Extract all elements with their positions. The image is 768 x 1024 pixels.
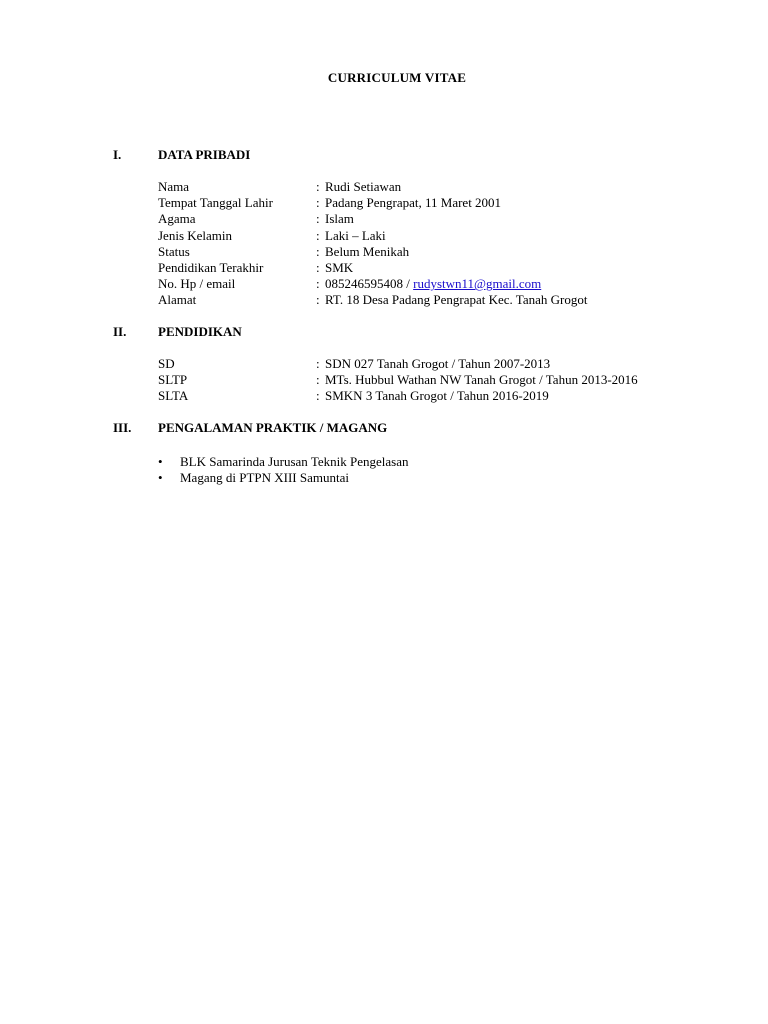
list-item-text: Magang di PTPN XIII Samuntai (180, 470, 349, 486)
section-heading-personal (113, 147, 250, 163)
row-separator: : (316, 179, 320, 194)
section-title: DATA PRIBADI (158, 147, 251, 162)
section-heading-experience (113, 420, 387, 436)
section-title: PENGALAMAN PRAKTIK / MAGANG (158, 420, 388, 435)
data-row-status (158, 244, 587, 260)
education-list (158, 356, 638, 405)
phone-text: 085246595408 / (325, 276, 414, 292)
list-item (158, 470, 408, 486)
section-heading-education (113, 324, 242, 340)
row-label: Nama (158, 179, 190, 194)
data-row-sd (158, 356, 638, 372)
row-separator: : (316, 227, 320, 243)
personal-data-list (158, 179, 587, 309)
row-value: Laki – Laki (325, 227, 386, 243)
data-row-contact (158, 276, 587, 292)
experience-list (158, 454, 408, 487)
section-number: I. (113, 147, 122, 162)
row-label: SLTP (158, 372, 188, 388)
list-item-text: BLK Samarinda Jurusan Teknik Pengelasan (180, 454, 409, 469)
bullet-icon: • (158, 470, 163, 486)
row-value: SMK (325, 260, 354, 276)
row-label: SD (158, 356, 175, 371)
row-value: Rudi Setiawan (325, 179, 402, 194)
section-number: II. (113, 324, 127, 339)
row-label: Pendidikan Terakhir (158, 260, 264, 276)
row-value: MTs. Hubbul Wathan NW Tanah Grogot / Tahun 2013-2016 (325, 372, 638, 388)
row-value: RT. 18 Desa Padang Pengrapat Kec. Tanah Grogot (325, 292, 588, 308)
bullet-icon: • (158, 454, 163, 469)
row-separator: : (316, 243, 320, 259)
row-value: SMKN 3 Tanah Grogot / Tahun 2016-2019 (325, 388, 549, 404)
row-label: Status (158, 243, 190, 259)
row-value: Islam (325, 211, 354, 227)
data-row-ttl (158, 195, 587, 211)
row-label: Agama (158, 211, 196, 227)
data-row-pendidikan-terakhir (158, 260, 587, 276)
row-separator: : (316, 276, 320, 292)
data-row-nama (158, 179, 587, 195)
data-row-slta (158, 388, 638, 404)
row-label: No. Hp / email (158, 276, 236, 292)
email-link[interactable]: rudystwn11@gmail.com (413, 276, 542, 292)
page-title: CURRICULUM VITAE (327, 70, 467, 85)
row-separator: : (316, 211, 320, 227)
section-title: PENDIDIKAN (158, 324, 242, 339)
row-label: Alamat (158, 292, 197, 308)
row-separator: : (316, 292, 320, 308)
list-item (158, 454, 408, 470)
row-label: Jenis Kelamin (158, 227, 233, 243)
row-value: SDN 027 Tanah Grogot / Tahun 2007-2013 (325, 356, 551, 371)
row-label: Tempat Tanggal Lahir (158, 195, 273, 211)
row-value: Belum Menikah (325, 243, 410, 259)
row-separator: : (316, 356, 320, 371)
data-row-jenis-kelamin (158, 228, 587, 244)
section-number: III. (113, 420, 132, 435)
data-row-alamat (158, 292, 587, 308)
row-value (325, 276, 541, 292)
row-value: Padang Pengrapat, 11 Maret 2001 (325, 195, 502, 211)
data-row-sltp (158, 372, 638, 388)
row-separator: : (316, 388, 320, 404)
row-label: SLTA (158, 388, 189, 404)
row-separator: : (316, 195, 320, 211)
row-separator: : (316, 372, 320, 388)
data-row-agama (158, 211, 587, 227)
row-separator: : (316, 260, 320, 276)
